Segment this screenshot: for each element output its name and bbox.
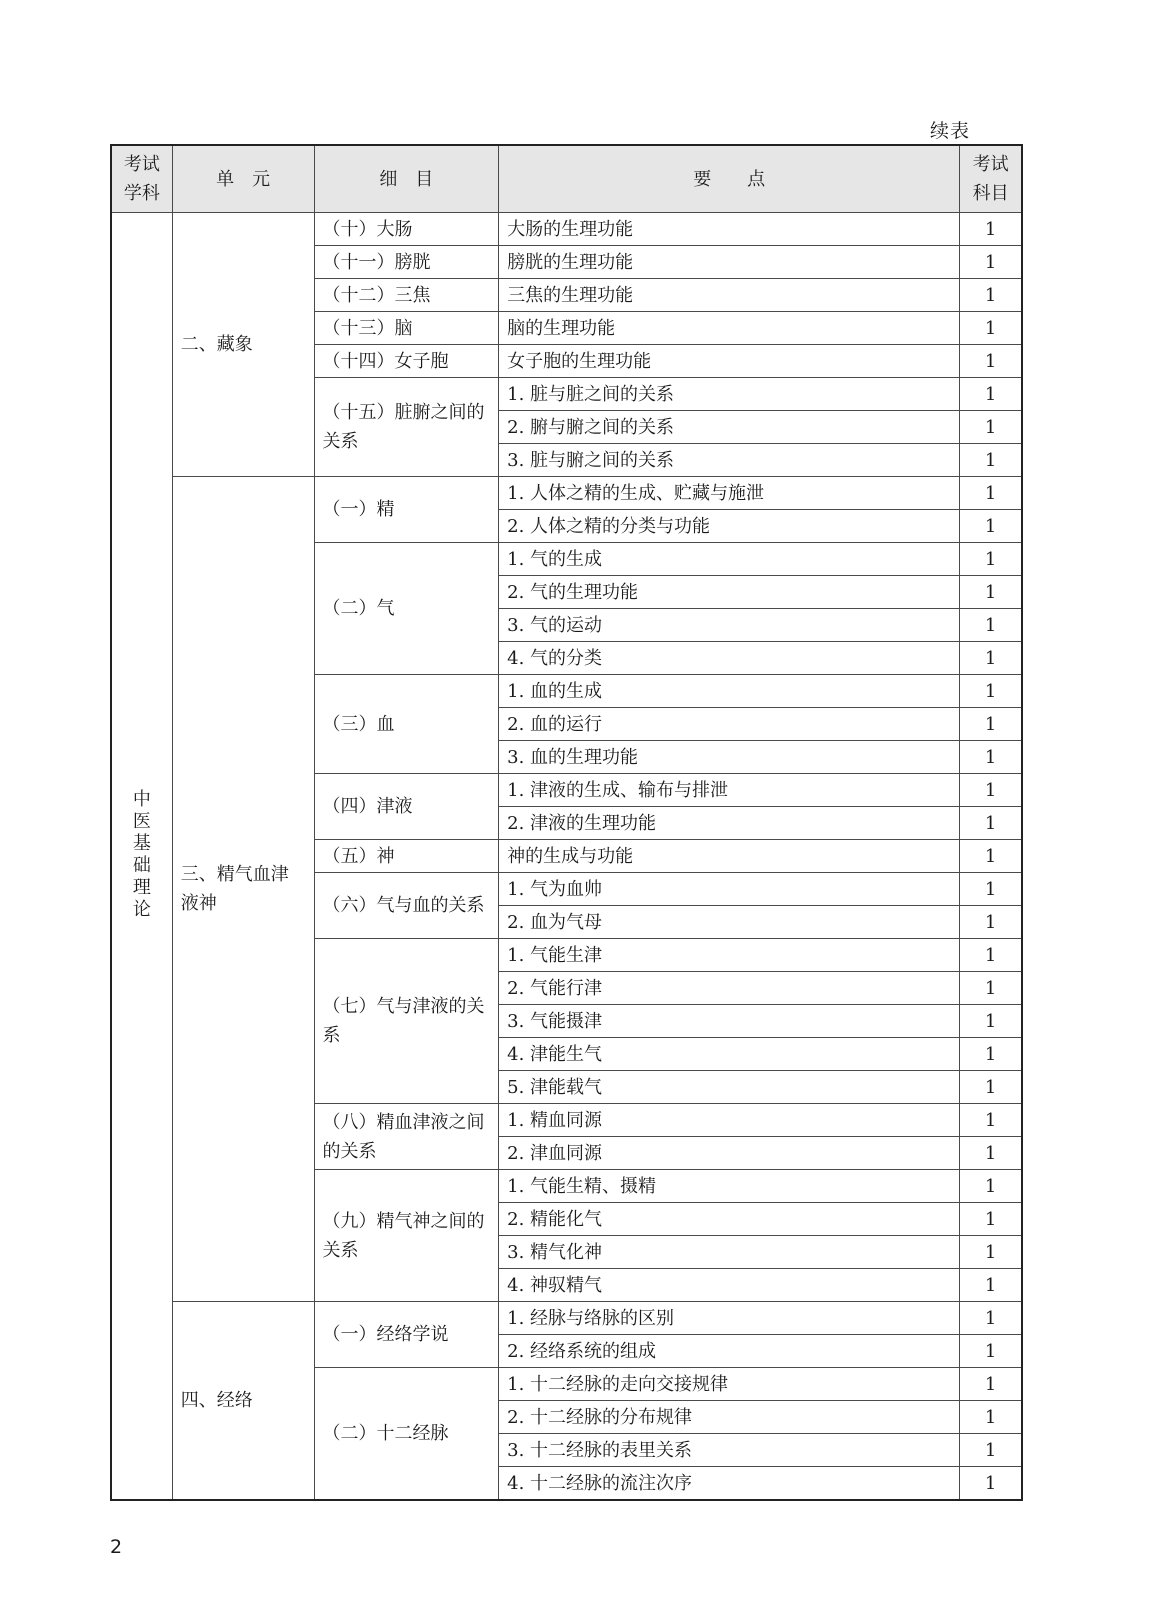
- point-cell: 2. 气的生理功能: [499, 576, 960, 609]
- header-subject: 考试 学科: [111, 145, 172, 213]
- point-cell: 5. 津能载气: [499, 1071, 960, 1104]
- point-cell: 3. 脏与腑之间的关系: [499, 444, 960, 477]
- exam-subject-cell: 1: [960, 477, 1022, 510]
- item-cell: （八）精血津液之间的关系: [314, 1104, 499, 1170]
- point-cell: 1. 气的生成: [499, 543, 960, 576]
- header-point: 要 点: [499, 145, 960, 213]
- table-row: [111, 477, 1022, 510]
- page-number: 2: [110, 1536, 123, 1558]
- point-cell: 3. 气能摄津: [499, 1005, 960, 1038]
- exam-subject-cell: 1: [960, 1005, 1022, 1038]
- exam-subject-cell: 1: [960, 741, 1022, 774]
- table-header: [111, 145, 1022, 213]
- header-exam: 考试 科目: [960, 145, 1022, 213]
- point-cell: 神的生成与功能: [499, 840, 960, 873]
- exam-subject-cell: 1: [960, 609, 1022, 642]
- exam-subject-cell: 1: [960, 840, 1022, 873]
- exam-subject-cell: 1: [960, 576, 1022, 609]
- unit-cell: 四、经络: [172, 1302, 314, 1501]
- exam-subject-cell: 1: [960, 378, 1022, 411]
- unit-cell: 三、精气血津液神: [172, 477, 314, 1302]
- exam-subject-cell: 1: [960, 312, 1022, 345]
- point-cell: 脑的生理功能: [499, 312, 960, 345]
- exam-subject-cell: 1: [960, 642, 1022, 675]
- exam-subject-cell: 1: [960, 1302, 1022, 1335]
- point-cell: 1. 精血同源: [499, 1104, 960, 1137]
- exam-subject-cell: 1: [960, 1467, 1022, 1501]
- point-cell: 2. 气能行津: [499, 972, 960, 1005]
- point-cell: 2. 津血同源: [499, 1137, 960, 1170]
- point-cell: 2. 十二经脉的分布规律: [499, 1401, 960, 1434]
- point-cell: 膀胱的生理功能: [499, 246, 960, 279]
- point-cell: 1. 经脉与络脉的区别: [499, 1302, 960, 1335]
- point-cell: 3. 精气化神: [499, 1236, 960, 1269]
- exam-subject-cell: 1: [960, 708, 1022, 741]
- point-cell: 4. 十二经脉的流注次序: [499, 1467, 960, 1501]
- exam-subject-cell: 1: [960, 1137, 1022, 1170]
- exam-subject-cell: 1: [960, 774, 1022, 807]
- exam-subject-cell: 1: [960, 510, 1022, 543]
- item-cell: （二）十二经脉: [314, 1368, 499, 1501]
- exam-subject-cell: 1: [960, 939, 1022, 972]
- item-cell: （一）精: [314, 477, 499, 543]
- subject-cell: [111, 213, 172, 1501]
- point-cell: 女子胞的生理功能: [499, 345, 960, 378]
- point-cell: 3. 血的生理功能: [499, 741, 960, 774]
- exam-subject-cell: 1: [960, 213, 1022, 246]
- exam-subject-cell: 1: [960, 675, 1022, 708]
- exam-subject-cell: 1: [960, 246, 1022, 279]
- point-cell: 2. 津液的生理功能: [499, 807, 960, 840]
- point-cell: 1. 气能生精、摄精: [499, 1170, 960, 1203]
- table-row: [111, 1302, 1022, 1335]
- exam-subject-cell: 1: [960, 411, 1022, 444]
- exam-subject-cell: 1: [960, 1071, 1022, 1104]
- point-cell: 2. 血的运行: [499, 708, 960, 741]
- unit-cell: 二、藏象: [172, 213, 314, 477]
- point-cell: 三焦的生理功能: [499, 279, 960, 312]
- exam-subject-cell: 1: [960, 807, 1022, 840]
- exam-subject-cell: 1: [960, 1434, 1022, 1467]
- table-row: [111, 213, 1022, 246]
- point-cell: 4. 气的分类: [499, 642, 960, 675]
- exam-subject-cell: 1: [960, 1368, 1022, 1401]
- point-cell: 1. 气为血帅: [499, 873, 960, 906]
- item-cell: （二）气: [314, 543, 499, 675]
- point-cell: 1. 十二经脉的走向交接规律: [499, 1368, 960, 1401]
- exam-subject-cell: 1: [960, 543, 1022, 576]
- point-cell: 2. 精能化气: [499, 1203, 960, 1236]
- continued-label: 续表: [929, 120, 970, 142]
- item-cell: （四）津液: [314, 774, 499, 840]
- point-cell: 2. 血为气母: [499, 906, 960, 939]
- exam-subject-cell: 1: [960, 1038, 1022, 1071]
- item-cell: （十一）膀胱: [314, 246, 499, 279]
- exam-subject-cell: 1: [960, 444, 1022, 477]
- exam-subject-cell: 1: [960, 873, 1022, 906]
- point-cell: 2. 经络系统的组成: [499, 1335, 960, 1368]
- point-cell: 1. 脏与脏之间的关系: [499, 378, 960, 411]
- header-unit: 单 元: [172, 145, 314, 213]
- exam-subject-cell: 1: [960, 1236, 1022, 1269]
- subject-label: 中医基础理论: [132, 788, 151, 920]
- item-cell: （九）精气神之间的关系: [314, 1170, 499, 1302]
- item-cell: （十五）脏腑之间的关系: [314, 378, 499, 477]
- item-cell: （一）经络学说: [314, 1302, 499, 1368]
- item-cell: （十二）三焦: [314, 279, 499, 312]
- exam-subject-cell: 1: [960, 1104, 1022, 1137]
- item-cell: （十三）脑: [314, 312, 499, 345]
- exam-subject-cell: 1: [960, 1401, 1022, 1434]
- point-cell: 大肠的生理功能: [499, 213, 960, 246]
- exam-subject-cell: 1: [960, 1170, 1022, 1203]
- point-cell: 1. 气能生津: [499, 939, 960, 972]
- exam-subject-cell: 1: [960, 279, 1022, 312]
- exam-subject-cell: 1: [960, 345, 1022, 378]
- point-cell: 2. 腑与腑之间的关系: [499, 411, 960, 444]
- point-cell: 4. 津能生气: [499, 1038, 960, 1071]
- point-cell: 1. 血的生成: [499, 675, 960, 708]
- exam-subject-cell: 1: [960, 972, 1022, 1005]
- point-cell: 1. 人体之精的生成、贮藏与施泄: [499, 477, 960, 510]
- point-cell: 1. 津液的生成、输布与排泄: [499, 774, 960, 807]
- item-cell: （六）气与血的关系: [314, 873, 499, 939]
- exam-subject-cell: 1: [960, 906, 1022, 939]
- point-cell: 3. 气的运动: [499, 609, 960, 642]
- exam-subject-cell: 1: [960, 1269, 1022, 1302]
- item-cell: （十）大肠: [314, 213, 499, 246]
- item-cell: （五）神: [314, 840, 499, 873]
- exam-subject-cell: 1: [960, 1203, 1022, 1236]
- header-item: 细 目: [314, 145, 499, 213]
- point-cell: 4. 神驭精气: [499, 1269, 960, 1302]
- item-cell: （七）气与津液的关系: [314, 939, 499, 1104]
- item-cell: （三）血: [314, 675, 499, 774]
- point-cell: 2. 人体之精的分类与功能: [499, 510, 960, 543]
- exam-outline-table: [110, 144, 1023, 1501]
- point-cell: 3. 十二经脉的表里关系: [499, 1434, 960, 1467]
- exam-subject-cell: 1: [960, 1335, 1022, 1368]
- item-cell: （十四）女子胞: [314, 345, 499, 378]
- table-body: [111, 213, 1022, 1501]
